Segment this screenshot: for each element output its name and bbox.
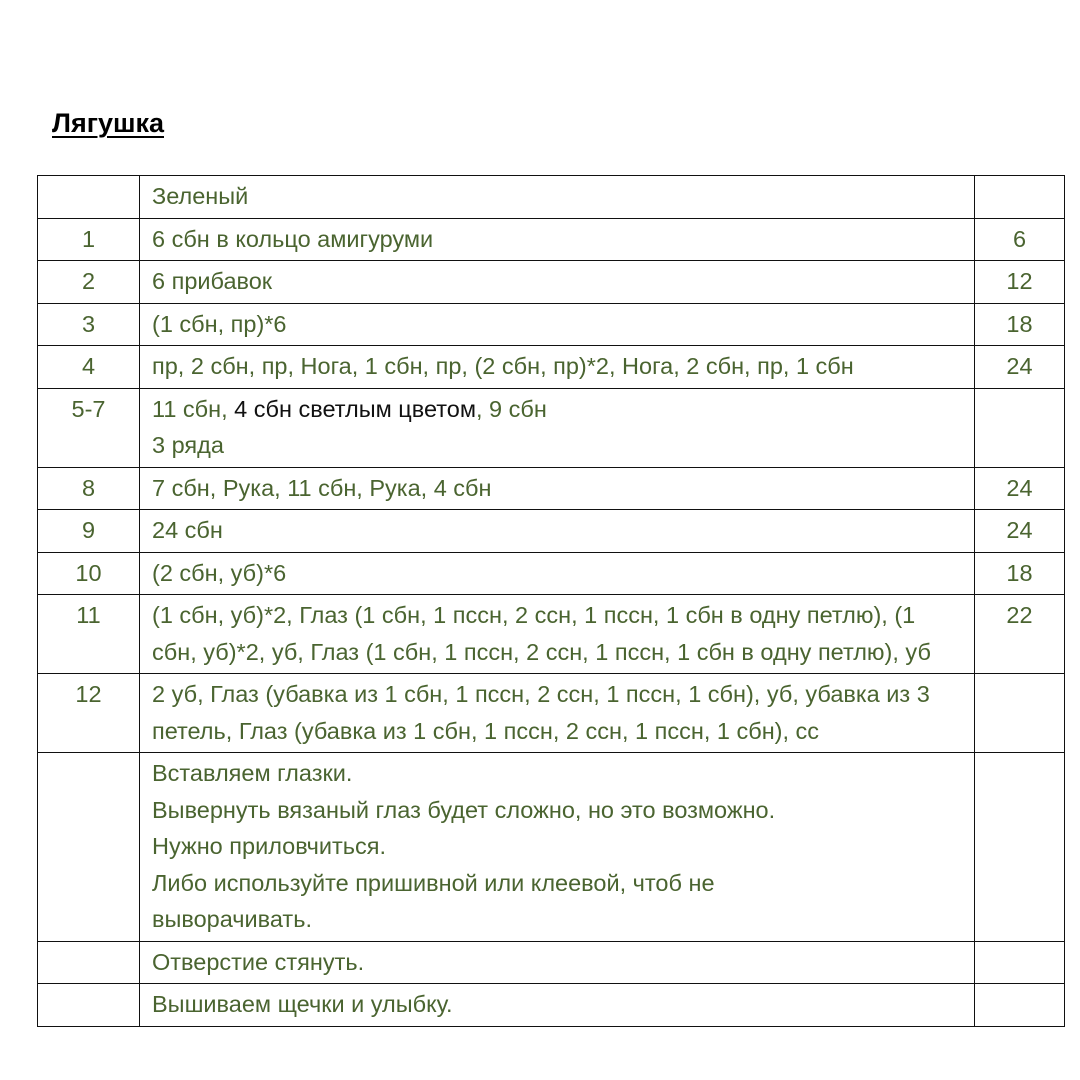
- row-number-cell: 12: [38, 674, 140, 753]
- instruction-cell: 2 уб, Глаз (убавка из 1 сбн, 1 пссн, 2 ссн, 1 пссн, 1 сбн), уб, убавка из 3 петель, Глаз (убавка из 1 сбн, 1 пссн, 2 ссн, 1 пссн, 1 сбн), сс: [140, 674, 975, 753]
- instruction-line: 3 ряда: [152, 432, 224, 458]
- instruction-line: Вывернуть вязаный глаз будет сложно, но это возможно.: [152, 796, 776, 823]
- row-number-cell: 3: [38, 303, 140, 346]
- pattern-table: [37, 175, 1065, 1027]
- table-row: [38, 674, 1065, 753]
- table-row: [38, 552, 1065, 595]
- row-number-cell: 10: [38, 552, 140, 595]
- instruction-cell: 6 прибавок: [140, 261, 975, 304]
- stitch-count-cell: [975, 176, 1065, 219]
- row-number-cell: 9: [38, 510, 140, 553]
- stitch-count-cell: 18: [975, 303, 1065, 346]
- instruction-cell: 6 сбн в кольцо амигуруми: [140, 218, 975, 261]
- instruction-line: Либо используйте пришивной или клеевой, чтоб не выворачивать.: [152, 869, 715, 932]
- row-number-cell: 1: [38, 218, 140, 261]
- table-row: [38, 261, 1065, 304]
- row-number-cell: 5-7: [38, 388, 140, 467]
- stitch-count-cell: [975, 753, 1065, 942]
- color-label: Зеленый: [140, 176, 975, 219]
- stitch-count-cell: [975, 941, 1065, 984]
- row-number-cell: [38, 984, 140, 1027]
- table-row: [38, 941, 1065, 984]
- instruction-cell: 24 сбн: [140, 510, 975, 553]
- stitch-count-cell: 24: [975, 467, 1065, 510]
- stitch-count-cell: 18: [975, 552, 1065, 595]
- table-row: [38, 388, 1065, 467]
- instruction-part: , 9 сбн: [475, 395, 547, 422]
- instruction-cell: Отверстие стянуть.: [140, 941, 975, 984]
- row-number-cell: [38, 941, 140, 984]
- table-row: [38, 984, 1065, 1027]
- instruction-cell: пр, 2 сбн, пр, Нога, 1 сбн, пр, (2 сбн, пр)*2, Нога, 2 сбн, пр, 1 сбн: [140, 346, 975, 389]
- stitch-count-cell: 24: [975, 510, 1065, 553]
- stitch-count-cell: [975, 674, 1065, 753]
- instruction-cell: 7 сбн, Рука, 11 сбн, Рука, 4 сбн: [140, 467, 975, 510]
- stitch-count-cell: 6: [975, 218, 1065, 261]
- instruction-cell: Вышиваем щечки и улыбку.: [140, 984, 975, 1027]
- row-number-cell: 8: [38, 467, 140, 510]
- row-number-cell: [38, 753, 140, 942]
- instruction-line: [152, 391, 962, 428]
- table-row: [38, 510, 1065, 553]
- light-color-instruction: 4 сбн светлым цветом: [234, 395, 476, 422]
- row-number-cell: 4: [38, 346, 140, 389]
- table-row: [38, 346, 1065, 389]
- instruction-line: Нужно приловчиться.: [152, 833, 387, 859]
- table-header-row: [38, 176, 1065, 219]
- row-number-cell: 11: [38, 595, 140, 674]
- table-row: [38, 303, 1065, 346]
- table-row: [38, 467, 1065, 510]
- instruction-part: 11 сбн,: [152, 395, 235, 422]
- instruction-cell: [140, 753, 975, 942]
- table-row: [38, 218, 1065, 261]
- instruction-cell: (1 сбн, пр)*6: [140, 303, 975, 346]
- stitch-count-cell: 24: [975, 346, 1065, 389]
- table-row: [38, 753, 1065, 942]
- instruction-cell: (2 сбн, уб)*6: [140, 552, 975, 595]
- instruction-cell: (1 сбн, уб)*2, Глаз (1 сбн, 1 пссн, 2 ссн, 1 пссн, 1 сбн в одну петлю), (1 сбн, уб)*2, уб, Глаз (1 сбн, 1 пссн, 2 ссн, 1 пссн, 1 сбн в одну петлю), уб: [140, 595, 975, 674]
- row-number-cell: [38, 176, 140, 219]
- instruction-line: Вставляем глазки.: [152, 760, 353, 786]
- page-title: Лягушка: [52, 108, 164, 138]
- stitch-count-cell: 22: [975, 595, 1065, 674]
- instruction-cell: [140, 388, 975, 467]
- table-row: [38, 595, 1065, 674]
- stitch-count-cell: [975, 388, 1065, 467]
- stitch-count-cell: [975, 984, 1065, 1027]
- stitch-count-cell: 12: [975, 261, 1065, 304]
- row-number-cell: 2: [38, 261, 140, 304]
